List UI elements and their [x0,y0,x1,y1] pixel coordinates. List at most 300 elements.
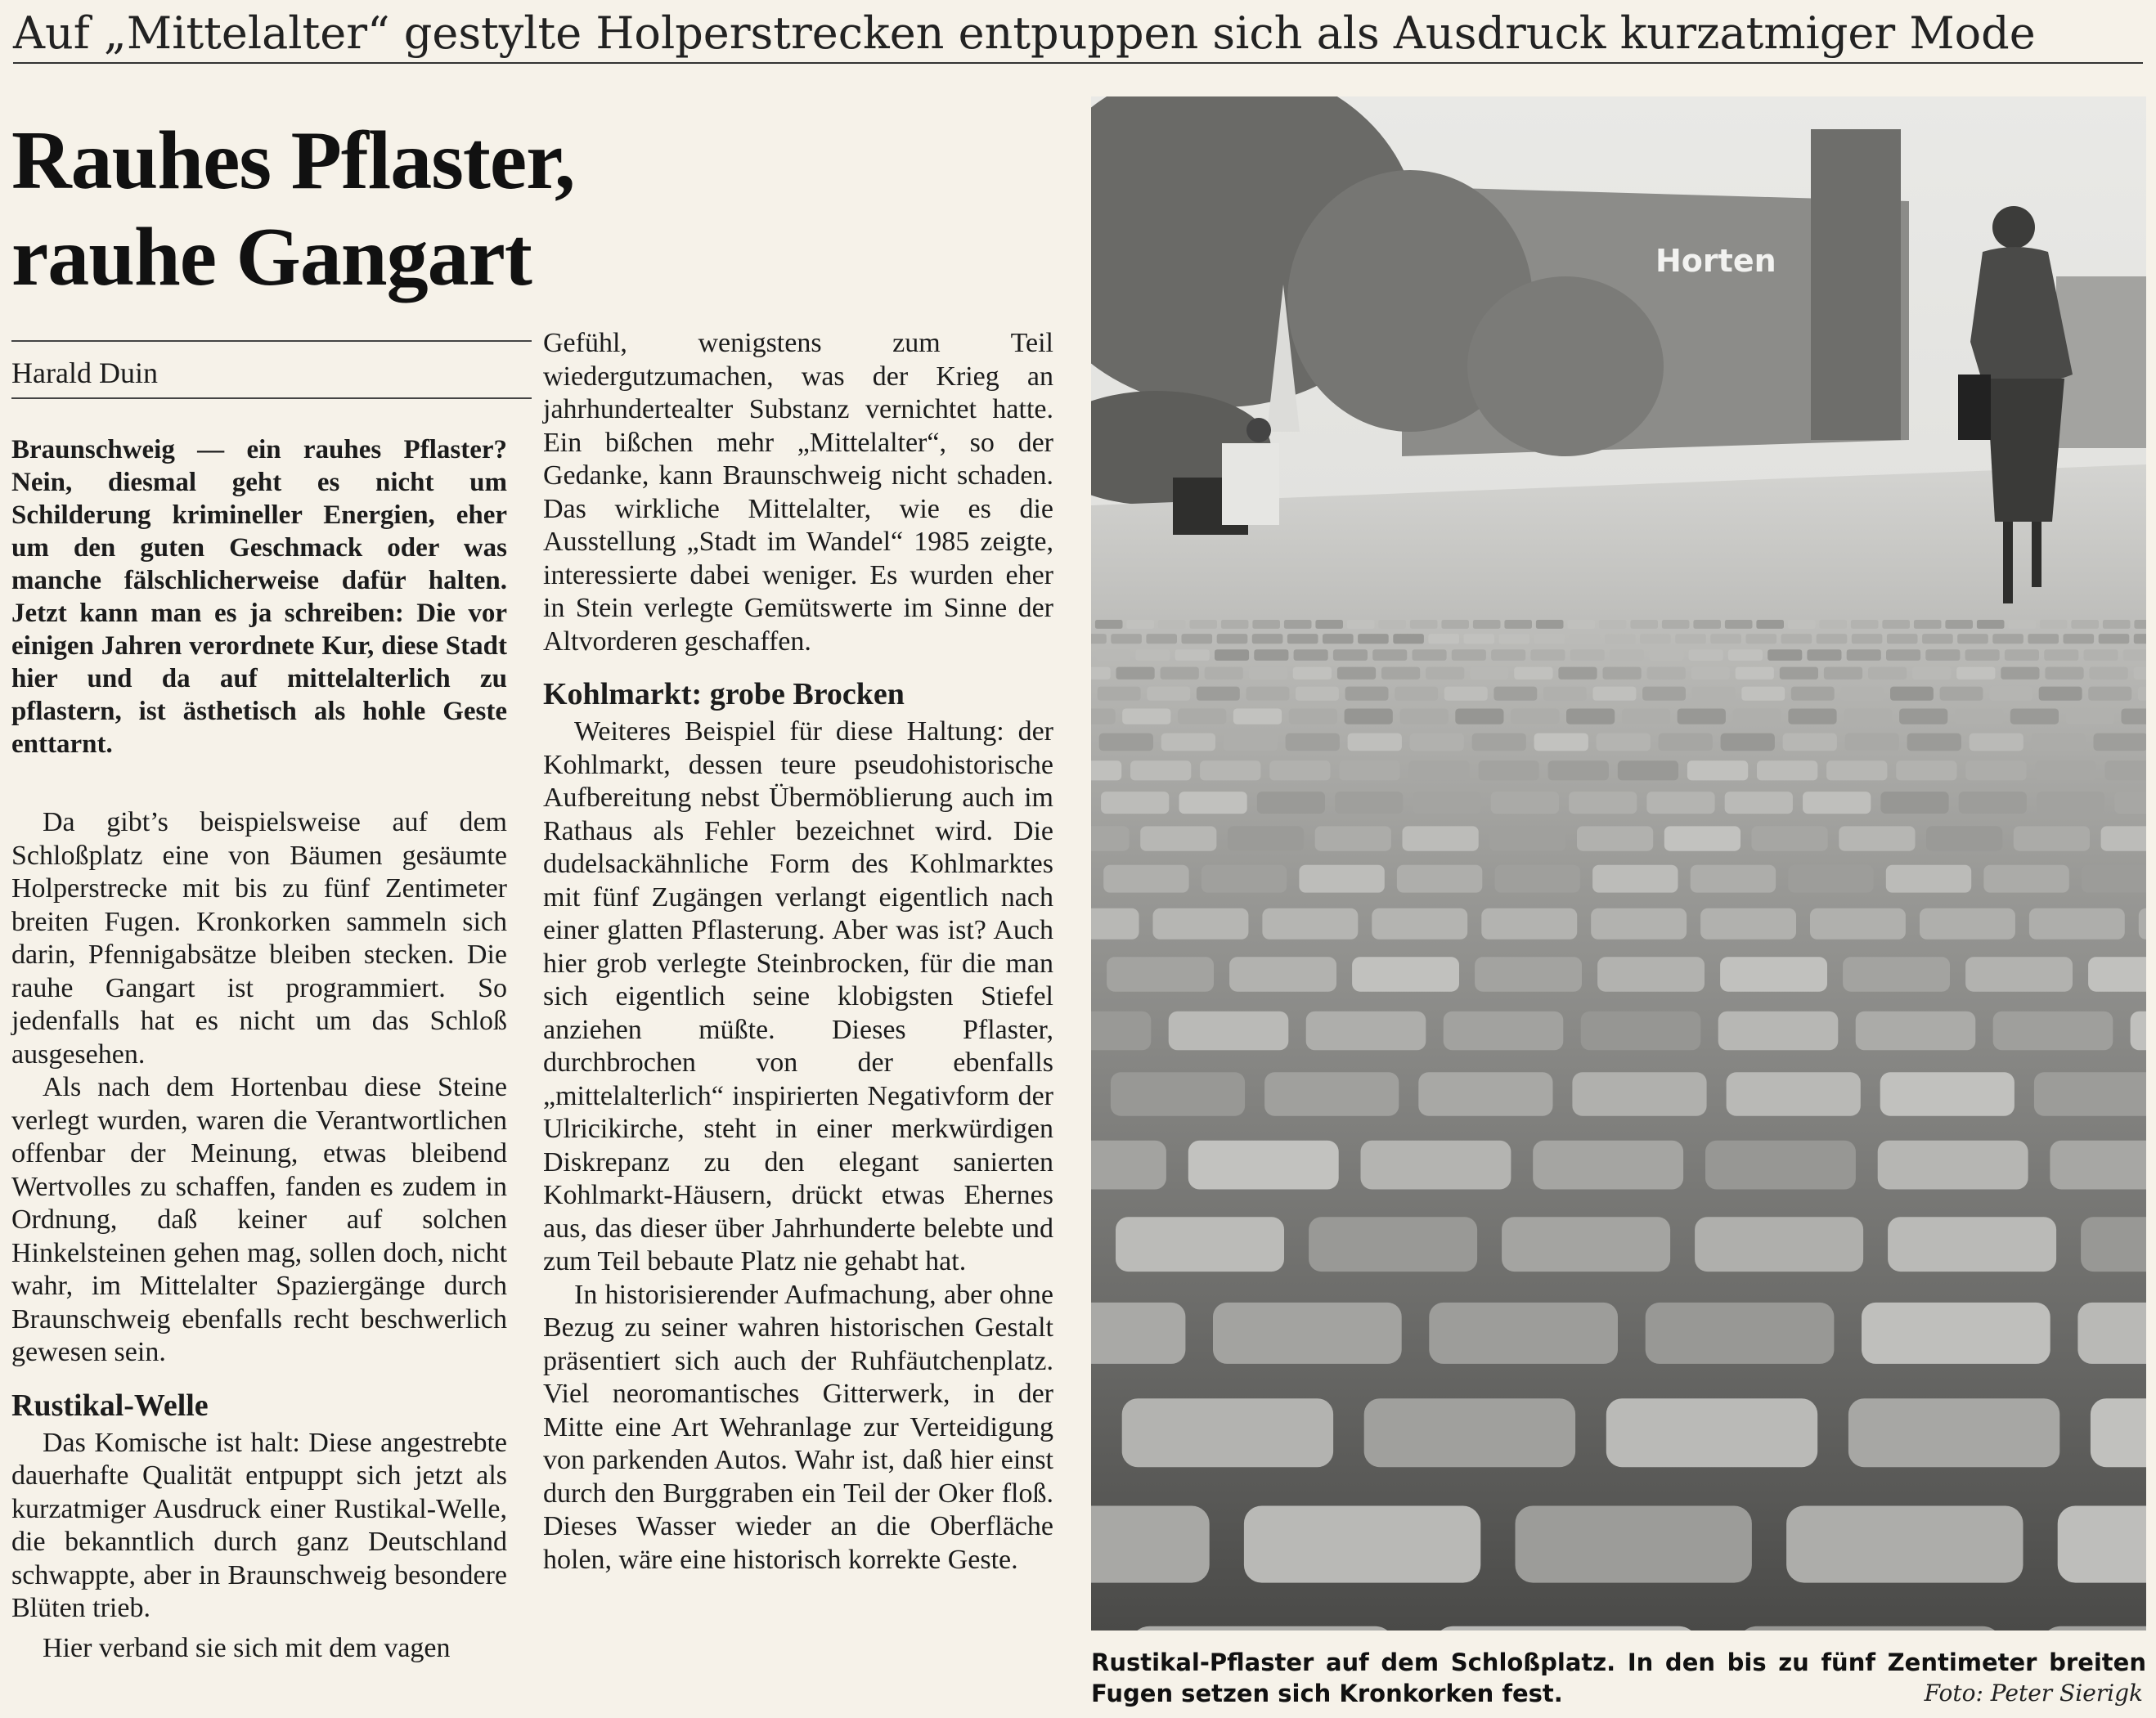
cobblestone [1452,649,1486,661]
cobblestone [1481,908,1577,940]
cobblestone [1289,709,1337,724]
cobblestone [1599,620,1627,629]
cobblestone [1299,865,1384,893]
cobblestone [1899,709,1947,724]
cobblestone [2103,620,2131,629]
cobblestone [1262,908,1358,940]
cobblestone [2134,620,2146,629]
cobblestone [1182,634,1213,644]
cobblestone [1530,649,1565,661]
cobblestone [1224,733,1278,751]
cobblestone [1689,649,1723,661]
cobblestone [1536,620,1564,629]
byline-rule-top [11,340,532,342]
cobblestone [1803,792,1871,814]
cobblestone [1824,667,1862,680]
cobblestone [2077,1303,2146,1364]
cobblestone [1130,760,1191,780]
cobblestone [1647,667,1686,680]
cobblestone [2037,792,2104,814]
cobblestone [1725,620,1753,629]
cobblestone [2008,620,2036,629]
cobblestone [1603,667,1642,680]
building-tower [1811,129,1901,440]
cobblestone [1856,1012,1976,1051]
cobblestone [1534,733,1588,751]
cobblestone [1610,649,1644,661]
cobblestone [1880,1072,2015,1115]
headline [11,113,772,306]
cobblestone [1880,792,1948,814]
kicker-rule [13,62,2143,64]
cobblestone [1965,760,2026,780]
cobblestone [1511,709,1559,724]
cobblestone [1733,709,1781,724]
cobblestone [2088,957,2146,992]
cobblestone [2114,792,2146,814]
cobblestone [1178,709,1226,724]
cobblestone [1122,1398,1333,1467]
cobblestone [1642,687,1686,701]
cobblestone [1912,667,1951,680]
cobblestone [1659,733,1713,751]
body-paragraph: Hier verband sie sich mit dem vagen [43,1632,451,1663]
cobblestone [1940,687,1983,701]
cobblestone [1333,649,1368,661]
cobblestone [1852,634,1883,644]
cobblestone [1408,760,1469,780]
cobblestone [1352,957,1459,992]
cobblestone [2028,634,2059,644]
cobblestone [1189,620,1217,629]
cobblestone [1844,709,1892,724]
cobblestone [1781,634,1812,644]
cobblestone [1246,687,1290,701]
cobblestone [1786,1506,2023,1583]
cobblestone [2131,1012,2146,1051]
cobblestone [1091,667,1111,680]
cobblestone [1315,620,1343,629]
cobblestone [2091,1398,2146,1467]
cobblestone [1693,620,1721,629]
cobblestone [1286,733,1340,751]
cobblestone [2001,667,2039,680]
cobblestone [1896,760,1956,780]
cobblestone [2122,709,2147,724]
cobblestone [1533,1141,1683,1190]
cobblestone [1691,865,1776,893]
cobblestone [2066,709,2114,724]
photo-credit: Foto: Peter Sierigk [1924,1680,2143,1707]
cobblestone [1965,957,2073,992]
cobblestone [1606,1398,1817,1467]
cobblestone [1410,620,1438,629]
cobblestone [1175,649,1210,661]
cobblestone [1720,957,1827,992]
cobblestone [1888,1217,2056,1272]
cobblestone [1103,865,1188,893]
cobblestone [1491,649,1525,661]
cobblestone [1116,667,1155,680]
cobblestone [2105,760,2147,780]
cobblestone [1630,620,1658,629]
cobblestone [1926,826,2002,850]
cobblestone [1111,1072,1245,1115]
cobblestone [1091,634,1107,644]
cobblestone [1472,733,1526,751]
cobblestone [1434,1626,1699,1631]
cobblestone [1358,634,1389,644]
cobblestone [1315,826,1391,850]
cobblestone [1721,733,1775,751]
cobblestone [1845,733,1899,751]
cobblestone [1306,1012,1426,1051]
cobblestone [1886,865,1971,893]
building-sign: Horten [1655,243,1776,279]
cobblestone [1473,620,1501,629]
cobblestone [1361,1141,1511,1190]
cobblestone [1572,1072,1706,1115]
cobblestone [1161,667,1199,680]
article-column-2 [543,327,1053,1577]
cobblestone [1294,649,1328,661]
cobblestone [2035,760,2095,780]
cobblestone [1826,760,1887,780]
cobblestone [1957,634,1988,644]
cobblestone [1244,1506,1480,1583]
cobblestone [1413,649,1447,661]
cobblestone [1147,687,1190,701]
cobblestone [1345,709,1393,724]
cobblestone [1788,865,1873,893]
cobblestone [2138,687,2146,701]
cobblestone [1678,709,1726,724]
cobblestone [1649,649,1683,661]
cobblestone [1851,620,1879,629]
cobblestone [1122,709,1170,724]
cobblestone [1413,792,1480,814]
cobblestone [1426,667,1464,680]
cobblestone [1179,792,1247,814]
cobblestone [1956,667,1995,680]
cobblestone [1099,733,1153,751]
cobblestone [1091,908,1139,940]
cobblestone [1158,620,1186,629]
cobblestone [1569,792,1637,814]
cobblestone [1135,649,1170,661]
cobblestone [1188,1141,1339,1190]
cobblestone [1752,826,1828,850]
cobblestone [1095,620,1123,629]
cobblestone [2094,733,2147,751]
cobblestone [1788,709,1836,724]
subheading-kohlmarkt: Kohlmarkt: grobe Brocken [543,677,905,711]
cobblestone [1756,620,1784,629]
byline-rule-bottom [11,397,532,399]
cobblestone [1091,1141,1166,1190]
body-paragraph: Da gibt’s beispielsweise auf dem Schloßplatz eine von Bäumen gesäumte Holperstrecke mit bis zu fünf Zentimeter breiten Fugen. Kronkorken sammeln sich darin, Pfennigabsätze bleiben stecken. Die rauhe Gangart ist programmiert. So jedenfalls hat es nicht um das Schloß ausgesehen. [11,807,507,1070]
cobblestone [1410,733,1464,751]
cobblestone [1096,649,1130,661]
cobblestone [1840,687,1884,701]
cobblestone [1791,687,1835,701]
cobblestone [1091,1303,1185,1364]
cobblestone [1153,908,1249,940]
photo-caption: Rustikal-Pflaster auf dem Schloßplatz. In den bis zu fünf Zentimeter breiten Fugen setzen sich Kronkorken fest. [1091,1648,2146,1707]
cobblestone [1890,687,1934,701]
cobblestone [1091,826,1130,850]
cobblestone [1364,1398,1575,1467]
cobblestone [1622,709,1670,724]
cobblestone [1252,634,1283,644]
cobblestone [1514,667,1552,680]
cobblestone [1725,792,1793,814]
cobblestone [1592,865,1678,893]
cobblestone [1868,667,1907,680]
cobblestone [1293,667,1332,680]
cobblestone [1862,1303,2050,1364]
cobblestone [1959,792,2027,814]
cobblestone [1202,865,1287,893]
cobblestone [1098,687,1141,701]
cobblestone [1233,709,1282,724]
cobblestone [1593,687,1637,701]
cobblestone [1591,908,1687,940]
cobblestone [2082,865,2146,893]
cobblestone [1475,957,1582,992]
cobblestone [1372,649,1407,661]
cobblestone [1646,1303,1835,1364]
cobblestone [1922,634,1953,644]
cobblestone [1570,649,1605,661]
cobblestone [1780,667,1818,680]
cobblestone [1337,667,1376,680]
cobblestone [1418,1072,1552,1115]
cobblestone [1455,709,1503,724]
subheading-rustikal-welle: Rustikal-Welle [11,1388,209,1423]
cobblestone [1502,1217,1670,1272]
cobblestone [1257,792,1325,814]
cobblestone [1428,634,1459,644]
cobblestone [1741,687,1785,701]
cobblestone [1810,908,1906,940]
cobblestone [1381,667,1420,680]
cobblestone [2123,649,2146,661]
cobblestone [2039,687,2082,701]
cobblestone [1339,760,1399,780]
cobblestone [1397,865,1482,893]
cobblestone [2032,733,2086,751]
cobblestone [1992,634,2023,644]
cobblestone [1516,1506,1752,1583]
cobblestone [1534,634,1565,644]
cobblestone [1695,1217,1863,1272]
cobblestone [1819,620,1847,629]
cobblestone [1618,760,1678,780]
cobblestone [1126,620,1154,629]
cobblestone [2134,634,2146,644]
cobblestone [1493,687,1537,701]
cobblestone [1229,957,1336,992]
cobblestone [1767,649,1802,661]
cobblestone [2081,1217,2146,1272]
cobblestone [1920,908,2015,940]
body-paragraph: Als nach dem Hortenbau diese Steine verlegt wurden, waren die Verantwortlichen offenbar der Meinung, etwas bleibend Wertvolles zu schaffen, fanden es zudem in Ordnung, daß keiner auf solchen Hinkelsteinen gehen mag, sollen doch, nicht wahr, im Mittelalter Spaziergänge durch Braunschweig ebenfalls recht beschwerlich gewesen sein. [11,1072,507,1367]
cobblestone [2139,908,2146,940]
cobblestone [1111,634,1142,644]
cobblestone [1692,687,1736,701]
cobblestone [1597,957,1705,992]
cobblestone [1945,620,1973,629]
cobblestone-photo-illustration [1091,96,2146,1631]
cobblestone [1252,620,1280,629]
cobblestone [2010,709,2059,724]
cobblestone [1977,620,2005,629]
cobblestone [1200,760,1260,780]
cobblestone [1700,908,1796,940]
cobblestone [1839,826,1915,850]
cobblestone [1479,760,1539,780]
cobblestone [1091,1506,1210,1583]
cobblestone [1640,634,1671,644]
cobblestone [1710,634,1741,644]
cobblestone [1597,733,1651,751]
cobblestone [1757,760,1817,780]
cobblestone [1444,687,1488,701]
cobblestone [1169,1012,1289,1051]
cobblestone [2044,649,2078,661]
cobblestone [1347,620,1375,629]
cobblestone [1737,1626,2002,1631]
cobblestone [1504,620,1532,629]
body-paragraph: Das Komische ist halt: Diese angestrebte dauerhafte Qualität entpuppt sich jetzt als kurzatmiger Ausdruck einer Rustikal-Welle, die bekanntlich durch ganz Deutschland schwappte, aber in Braunschweig besondere Blüten trieb. [11,1427,507,1623]
cobblestone [1705,1141,1856,1190]
cobblestone [1817,634,1848,644]
cobblestone [1101,792,1169,814]
cobblestone [1664,826,1741,850]
cobblestone [1403,826,1479,850]
cobblestone [1400,709,1449,724]
cobblestone [1146,634,1177,644]
cobblestone [1783,733,1837,751]
cobblestone [2099,634,2130,644]
cobblestone [1091,709,1116,724]
cobblestone [1107,957,1214,992]
cobblestone [2041,1626,2146,1631]
article-column-1 [11,433,507,1665]
cobblestone [1567,620,1595,629]
cobblestone [1335,792,1403,814]
cobblestone [1662,620,1690,629]
cobblestone [1140,826,1216,850]
cobblestone [1983,865,2068,893]
cobblestone [1907,733,1961,751]
cobblestone [1217,634,1248,644]
cobblestone [1228,826,1304,850]
cobblestone [1691,667,1730,680]
cobblestone [2134,667,2146,680]
cobblestone [1345,687,1389,701]
cobblestone [1499,634,1530,644]
cobblestone [1091,1012,1151,1051]
cobblestone [1470,667,1508,680]
cobblestone [1269,760,1330,780]
cobblestone [1646,792,1714,814]
cobblestone [1215,649,1249,661]
cobblestone [1491,792,1559,814]
cobblestone [1847,649,1881,661]
cobblestone [1264,1072,1399,1115]
cobblestone [1577,826,1653,850]
cobblestone [1489,826,1565,850]
cobblestone [1882,620,1910,629]
cobblestone [1393,634,1424,644]
cobblestone [1464,634,1495,644]
cobblestone [1788,620,1816,629]
cobblestone [1548,760,1609,780]
headline-line-1: Rauhes Pflaster, [11,114,575,207]
cobblestone [1955,709,2003,724]
cobblestone [2058,1506,2146,1583]
cobblestone [2005,649,2039,661]
cobblestone [2014,826,2090,850]
cobblestone [1687,760,1748,780]
cobblestone [1965,649,2000,661]
cobblestone [2045,667,2083,680]
cobblestone [1605,634,1636,644]
cobblestone [2050,1141,2146,1190]
cobblestone [1848,1398,2059,1467]
cobblestone [1254,649,1288,661]
cobblestone [1566,709,1615,724]
cobblestone [1284,620,1312,629]
cobblestone [2029,908,2125,940]
kicker-headline: Auf „Mittelalter“ gestylte Holperstrecken entpuppen sich als Ausdruck kurzatmiger Mode [13,7,2036,59]
cobblestone [1197,687,1240,701]
body-paragraph: Gefühl, wenigstens zum Teil wiedergutzumachen, was der Krieg an jahrhundertealter Substanz vernichtet hatte. Ein bißchen mehr „Mittelalter“, so der Gedanke, kann Braunschweig nicht schaden. Das wirkliche Mittelalter, wie es die Ausstellung „Stadt im Wandel“ 1985 zeigte, interessierte dabei weniger. Es wurden eher in Stein verlegte Gemütswerte im Sinne der Altvorderen geschaffen. [543,328,1053,657]
cobblestone [2090,667,2128,680]
body-paragraph: In historisierender Aufmachung, aber ohne Bezug zu seiner wahren historischen Gestalt präsentiert sich auch der Ruhfäutchenplatz. Viel neoromantisches Gitterwerk, in der Mitte eine Art Wehranlage zur Verteidigung von parkenden Autos. Wahr ist, daß hier einst durch den Burggraben ein Teil der Oker floß. Dieses Wasser wieder an die Oberfläche holen, wäre eine historisch korrekte Geste. [543,1279,1053,1575]
cobblestone [1213,1303,1402,1364]
cobblestone [1441,620,1469,629]
cobblestone [1558,667,1597,680]
cobblestone [1287,634,1318,644]
cobblestone [1843,957,1950,992]
cobblestone [1309,1217,1477,1272]
cobblestone [1323,634,1354,644]
cobblestone [1091,760,1121,780]
cobblestone [1914,620,1942,629]
cobblestone [1161,733,1215,751]
cobblestone [1718,1012,1839,1051]
cobblestone [1886,649,1920,661]
cobblestone [2101,826,2146,850]
lead-paragraph: Braunschweig — ein rauhes Pflaster? Nein, diesmal geht es nicht um Schilderung krimineller Energien, eher um den guten Geschmack oder was manche fälschlicherweise dafür halten. Jetzt kann man es ja schreiben: Die vor einigen Jahren verordnete Kur, diese Stadt hier und da auf mittelalterlich zu pflastern, ist ästhetisch als hohle Geste enttarnt. [11,435,507,759]
cobblestone [2088,687,2131,701]
cobblestone [2084,649,2118,661]
cobblestone [1495,865,1580,893]
cobblestone [1728,649,1763,661]
cobblestone [1116,1217,1284,1272]
cobblestone [1348,733,1402,751]
cobblestone [1746,634,1777,644]
cobblestone [1727,1072,1861,1115]
cobblestone [1395,687,1438,701]
headline-line-2: rauhe Gangart [11,211,532,303]
cobblestone [2064,634,2095,644]
cobblestone [2040,620,2068,629]
cobblestone [1989,687,2032,701]
